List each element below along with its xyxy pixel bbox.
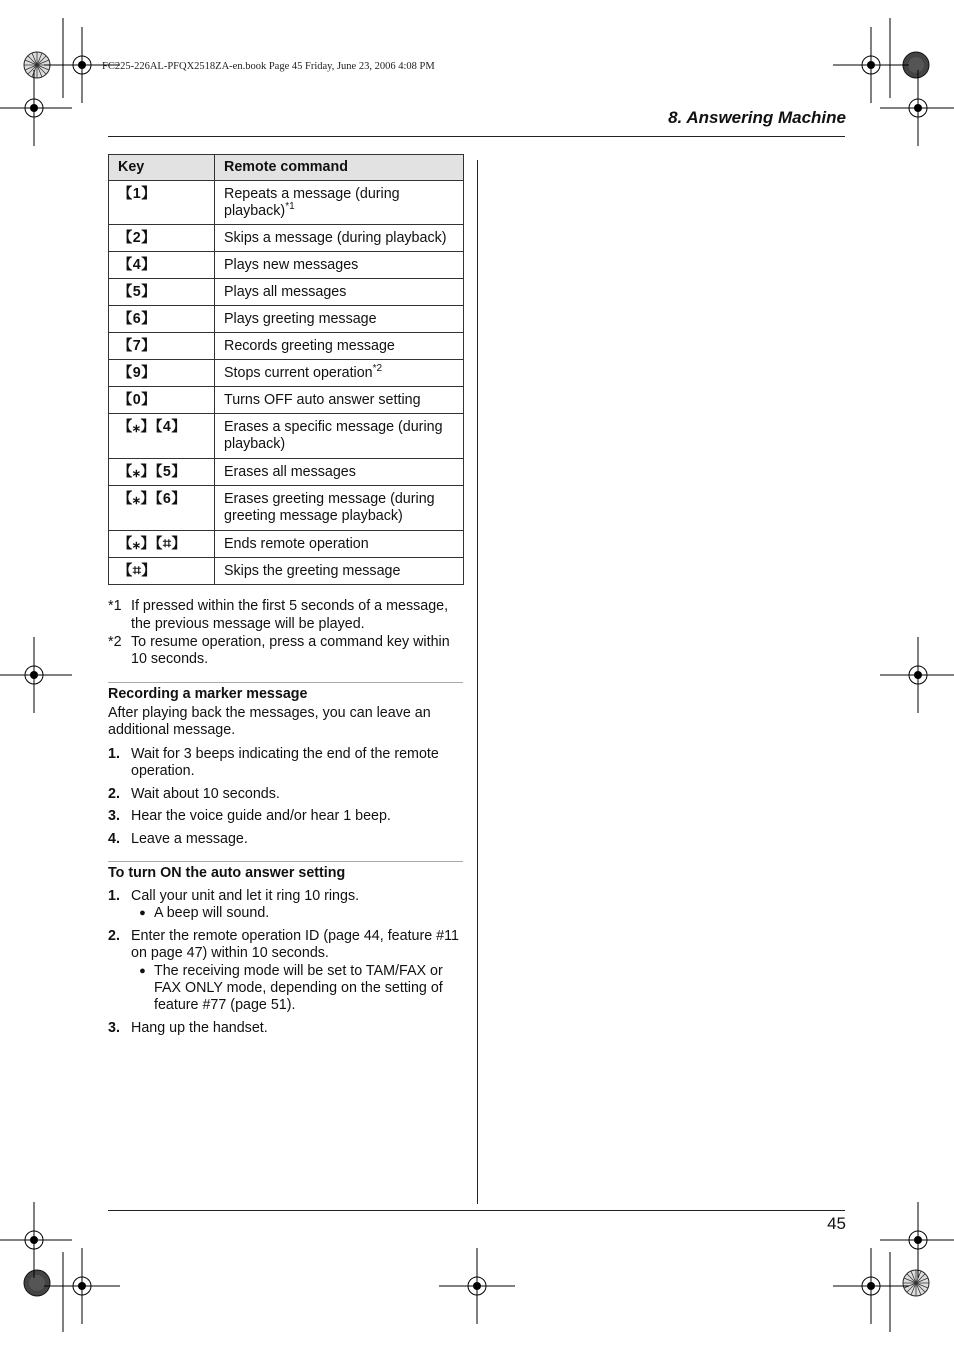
key-cell: 【9】 [109,360,215,387]
key-cell: 【7】 [109,333,215,360]
key-cell: 【6】 [109,306,215,333]
key-cell: 【⁎】【4】 [109,414,215,459]
column-header-command: Remote command [215,155,464,181]
section-separator [108,682,463,683]
key-cell: 【4】 [109,252,215,279]
key-cell: 【⁎】【5】 [109,459,215,486]
step-number: 4. [108,831,120,848]
command-cell: Stops current operation$^{*2}$ [215,360,464,387]
step-text: Leave a message. [131,831,248,848]
command-cell: Plays new messages [215,252,464,279]
key-cell: 【1】 [109,181,215,225]
key-cell: 【5】 [109,279,215,306]
footnote-mark: *2 [108,633,122,650]
table-row [109,387,464,414]
step-number: 1. [108,745,120,762]
footnote-text: To resume operation, press a command key within 10 seconds. [131,633,450,667]
command-cell: Erases greeting message (during greeting message playback) [215,486,464,531]
table-row [109,486,464,531]
step-number: 3. [108,808,120,825]
key-cell: 【⁎】【⌗】 [109,531,215,558]
step [108,746,464,780]
table-row [109,279,464,306]
table-row [109,531,464,558]
book-header-line: FC225-226AL-PFQX2518ZA-en.book Page 45 Friday, June 23, 2006 4:08 PM [102,61,435,72]
step-text: Wait for 3 beeps indicating the end of the remote operation. [131,745,439,779]
step [108,786,464,803]
table-row [109,225,464,252]
bullet-text: A beep will sound. [154,905,270,922]
key-cell: 【⌗】 [109,558,215,585]
column-header-key: Key [109,155,215,181]
command-cell: Skips the greeting message [215,558,464,585]
command-cell: Repeats a message (during playback)$^{*1}$ [215,181,464,225]
step [108,831,464,848]
table-row [109,558,464,585]
table-row [109,333,464,360]
section-heading: To turn ON the auto answer setting [108,865,346,881]
step [108,928,464,1014]
step-number: 3. [108,1019,120,1036]
step-number: 2. [108,785,120,802]
footnote-ref: *2 [372,363,383,375]
key-cell: 【⁎】【6】 [109,486,215,531]
command-cell: Turns OFF auto answer setting [215,387,464,414]
bullet-dot: ● [139,907,146,920]
section-intro: After playing back the messages, you can leave an additional message. [108,705,431,739]
table-row [109,360,464,387]
step [108,1020,464,1037]
section-title: 8. Answering Machine [668,108,846,127]
command-cell: Plays greeting message [215,306,464,333]
step-bullet [131,905,359,922]
command-cell: Ends remote operation [215,531,464,558]
bottom-rule [108,1210,845,1211]
command-cell: Erases a specific message (during playback) [215,414,464,459]
footnote [108,634,464,669]
footnote-ref: *1 [285,201,295,213]
top-rule [108,136,845,137]
footnote-mark: *1 [108,598,122,614]
remote-command-table [108,154,464,585]
step-number: 1. [108,888,120,905]
step-text: Enter the remote operation ID (page 44, feature #11 on page 47) within 10 seconds. [131,928,459,962]
bullet-dot: ● [139,964,146,977]
table-row [109,306,464,333]
command-cell: Skips a message (during playback) [215,225,464,252]
footnote [108,598,464,633]
step-number: 2. [108,928,120,945]
step [108,808,464,825]
table-row [109,414,464,459]
page-number: 45 [827,1214,846,1233]
column-divider [477,160,478,1204]
table-row [109,181,464,225]
key-cell: 【0】 [109,387,215,414]
section-heading: Recording a marker message [108,686,308,702]
key-cell: 【2】 [109,225,215,252]
step-text: Call your unit and let it ring 10 rings. [131,888,360,905]
table-row [109,459,464,486]
recording-marker-section [108,686,464,854]
step-bullet [131,963,464,1015]
table-row [109,252,464,279]
step-text: Hear the voice guide and/or hear 1 beep. [131,808,391,825]
auto-answer-section [108,865,464,1043]
bullet-text: The receiving mode will be set to TAM/FAX or FAX ONLY mode, depending on the setting of feature #77 (page 51). [154,962,443,1014]
step [108,888,464,922]
step-text: Hang up the handset. [131,1019,268,1036]
command-cell: Erases all messages [215,459,464,486]
step-text: Wait about 10 seconds. [131,785,280,802]
table-footnotes [108,598,464,669]
section-separator [108,861,463,862]
command-cell: Records greeting message [215,333,464,360]
command-cell: Plays all messages [215,279,464,306]
table-header-row [109,155,464,181]
footnote-text: If pressed within the first 5 seconds of a message, the previous message will be played. [131,598,449,632]
